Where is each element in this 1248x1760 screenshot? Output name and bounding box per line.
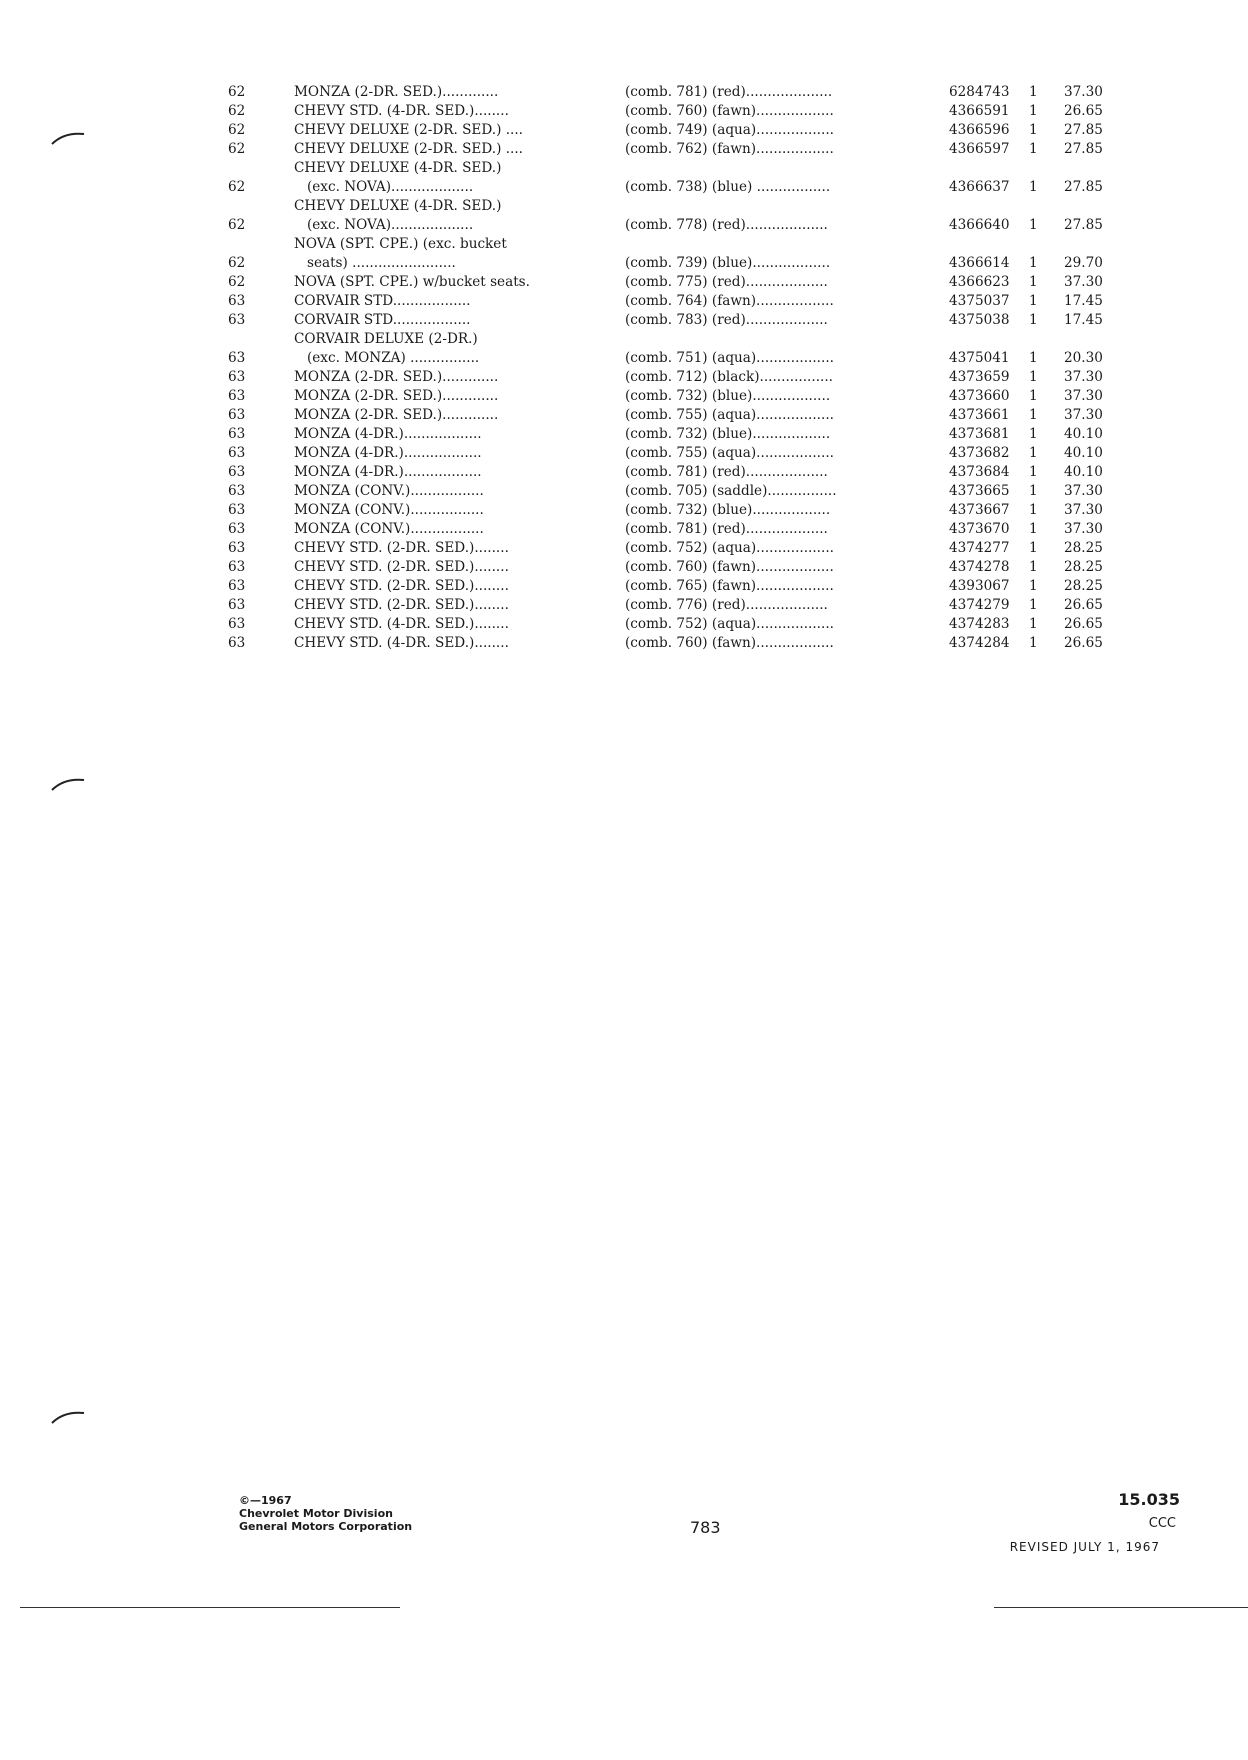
combination-cell: (comb. 732) (blue).................. <box>625 426 831 442</box>
table-row <box>228 615 1128 634</box>
quantity-cell: 1 <box>1029 578 1038 594</box>
part-number-cell: 4366614 <box>949 255 1010 271</box>
price-cell: 28.25 <box>1064 578 1103 594</box>
revised-date: REVISED JULY 1, 1967 <box>1009 1540 1160 1554</box>
year-cell: 63 <box>228 388 246 404</box>
part-number-cell: 4375041 <box>949 350 1010 366</box>
model-line: CHEVY STD. (4-DR. SED.)........ <box>294 635 509 651</box>
quantity-cell: 1 <box>1029 464 1038 480</box>
table-row <box>228 197 1128 235</box>
year-cell: 62 <box>228 141 246 157</box>
punch-mark-icon <box>50 128 86 148</box>
price-cell: 17.45 <box>1064 293 1103 309</box>
model-line: MONZA (4-DR.).................. <box>294 464 482 480</box>
price-cell: 27.85 <box>1064 141 1103 157</box>
quantity-cell: 1 <box>1029 388 1038 404</box>
part-number-cell: 4366640 <box>949 217 1010 233</box>
table-row <box>228 121 1128 140</box>
table-row <box>228 482 1128 501</box>
price-cell: 37.30 <box>1064 84 1103 100</box>
model-line: MONZA (2-DR. SED.)............. <box>294 369 499 385</box>
price-cell: 37.30 <box>1064 274 1103 290</box>
quantity-cell: 1 <box>1029 350 1038 366</box>
year-cell: 63 <box>228 616 246 632</box>
model-line: (exc. NOVA)................... <box>294 179 474 195</box>
model-line: CHEVY STD. (4-DR. SED.)........ <box>294 616 509 632</box>
price-cell: 26.65 <box>1064 597 1103 613</box>
part-number-cell: 4375037 <box>949 293 1010 309</box>
quantity-cell: 1 <box>1029 179 1038 195</box>
model-line: CORVAIR DELUXE (2-DR.) <box>294 331 478 347</box>
model-line: CHEVY STD. (4-DR. SED.)........ <box>294 103 509 119</box>
quantity-cell: 1 <box>1029 312 1038 328</box>
price-cell: 27.85 <box>1064 179 1103 195</box>
part-number-cell: 4366637 <box>949 179 1010 195</box>
part-number-cell: 4393067 <box>949 578 1010 594</box>
price-cell: 40.10 <box>1064 426 1103 442</box>
model-cell <box>294 83 625 102</box>
price-cell: 37.30 <box>1064 369 1103 385</box>
corporation-name: General Motors Corporation <box>239 1520 413 1533</box>
combination-cell: (comb. 752) (aqua).................. <box>625 540 834 556</box>
part-number-cell: 4373681 <box>949 426 1010 442</box>
table-row <box>228 596 1128 615</box>
part-number-cell: 4373667 <box>949 502 1010 518</box>
price-cell: 26.65 <box>1064 616 1103 632</box>
punch-mark-icon <box>50 774 86 794</box>
year-cell: 62 <box>228 274 246 290</box>
quantity-cell: 1 <box>1029 483 1038 499</box>
part-number-cell: 4374284 <box>949 635 1010 651</box>
year-cell: 62 <box>228 122 246 138</box>
combination-cell: (comb. 765) (fawn).................. <box>625 578 834 594</box>
quantity-cell: 1 <box>1029 122 1038 138</box>
year-cell: 62 <box>228 255 246 271</box>
parts-table <box>228 83 1128 653</box>
part-number-cell: 4366591 <box>949 103 1010 119</box>
year-cell: 63 <box>228 464 246 480</box>
model-line: NOVA (SPT. CPE.) (exc. bucket <box>294 236 507 252</box>
model-line: MONZA (CONV.)................. <box>294 521 484 537</box>
model-line: CORVAIR STD.................. <box>294 312 471 328</box>
footer-rule-right <box>994 1607 1248 1608</box>
table-row <box>228 558 1128 577</box>
model-line: CHEVY STD. (2-DR. SED.)........ <box>294 540 509 556</box>
year-cell: 62 <box>228 179 246 195</box>
year-cell: 63 <box>228 293 246 309</box>
model-cell <box>294 520 625 539</box>
year-cell: 62 <box>228 217 246 233</box>
quantity-cell: 1 <box>1029 84 1038 100</box>
price-cell: 37.30 <box>1064 521 1103 537</box>
quantity-cell: 1 <box>1029 502 1038 518</box>
quantity-cell: 1 <box>1029 103 1038 119</box>
year-cell: 63 <box>228 426 246 442</box>
punch-mark-icon <box>50 1407 86 1427</box>
combination-cell: (comb. 764) (fawn).................. <box>625 293 834 309</box>
part-number-cell: 4373659 <box>949 369 1010 385</box>
year-cell: 63 <box>228 445 246 461</box>
table-row <box>228 425 1128 444</box>
price-cell: 26.65 <box>1064 635 1103 651</box>
model-cell <box>294 330 625 368</box>
combination-cell: (comb. 738) (blue) ................. <box>625 179 831 195</box>
page-number: 783 <box>690 1518 721 1537</box>
year-cell: 63 <box>228 559 246 575</box>
model-cell <box>294 273 625 292</box>
quantity-cell: 1 <box>1029 445 1038 461</box>
model-line: MONZA (2-DR. SED.)............. <box>294 84 499 100</box>
part-number-cell: 4374283 <box>949 616 1010 632</box>
price-cell: 28.25 <box>1064 559 1103 575</box>
model-cell <box>294 368 625 387</box>
combination-cell: (comb. 775) (red)................... <box>625 274 828 290</box>
quantity-cell: 1 <box>1029 141 1038 157</box>
combination-cell: (comb. 732) (blue).................. <box>625 388 831 404</box>
combination-cell: (comb. 783) (red)................... <box>625 312 828 328</box>
price-cell: 37.30 <box>1064 388 1103 404</box>
model-cell <box>294 596 625 615</box>
copyright-year: ©—1967 <box>239 1494 292 1507</box>
year-cell: 62 <box>228 84 246 100</box>
price-cell: 40.10 <box>1064 445 1103 461</box>
year-cell: 63 <box>228 521 246 537</box>
part-number-cell: 4374278 <box>949 559 1010 575</box>
price-cell: 27.85 <box>1064 122 1103 138</box>
model-cell <box>294 235 625 273</box>
quantity-cell: 1 <box>1029 616 1038 632</box>
model-line: seats) ........................ <box>294 255 456 271</box>
price-cell: 20.30 <box>1064 350 1103 366</box>
model-cell <box>294 634 625 653</box>
model-cell <box>294 387 625 406</box>
model-line: CHEVY STD. (2-DR. SED.)........ <box>294 597 509 613</box>
combination-cell: (comb. 712) (black)................. <box>625 369 833 385</box>
model-line: CORVAIR STD.................. <box>294 293 471 309</box>
table-row <box>228 292 1128 311</box>
table-row <box>228 159 1128 197</box>
model-line: CHEVY DELUXE (2-DR. SED.) .... <box>294 122 523 138</box>
model-cell <box>294 463 625 482</box>
year-cell: 63 <box>228 312 246 328</box>
model-line: MONZA (2-DR. SED.)............. <box>294 407 499 423</box>
part-number-cell: 4374279 <box>949 597 1010 613</box>
combination-cell: (comb. 749) (aqua).................. <box>625 122 834 138</box>
quantity-cell: 1 <box>1029 369 1038 385</box>
section-code: CCC <box>1148 1516 1176 1531</box>
model-cell <box>294 425 625 444</box>
model-line: MONZA (2-DR. SED.)............. <box>294 388 499 404</box>
combination-cell: (comb. 752) (aqua).................. <box>625 616 834 632</box>
model-line: (exc. NOVA)................... <box>294 217 474 233</box>
model-cell <box>294 406 625 425</box>
quantity-cell: 1 <box>1029 597 1038 613</box>
quantity-cell: 1 <box>1029 540 1038 556</box>
table-row <box>228 273 1128 292</box>
combination-cell: (comb. 776) (red)................... <box>625 597 828 613</box>
combination-cell: (comb. 755) (aqua).................. <box>625 445 834 461</box>
year-cell: 63 <box>228 540 246 556</box>
table-row <box>228 102 1128 121</box>
model-cell <box>294 159 625 197</box>
combination-cell: (comb. 781) (red)................... <box>625 521 828 537</box>
price-cell: 29.70 <box>1064 255 1103 271</box>
model-line: CHEVY DELUXE (2-DR. SED.) .... <box>294 141 523 157</box>
table-row <box>228 330 1128 368</box>
model-cell <box>294 102 625 121</box>
price-cell: 28.25 <box>1064 540 1103 556</box>
table-row <box>228 140 1128 159</box>
quantity-cell: 1 <box>1029 274 1038 290</box>
table-row <box>228 501 1128 520</box>
model-cell <box>294 140 625 159</box>
combination-cell: (comb. 755) (aqua).................. <box>625 407 834 423</box>
model-cell <box>294 577 625 596</box>
year-cell: 63 <box>228 597 246 613</box>
model-cell <box>294 292 625 311</box>
table-row <box>228 368 1128 387</box>
division-name: Chevrolet Motor Division <box>239 1507 393 1520</box>
model-cell <box>294 121 625 140</box>
year-cell: 63 <box>228 369 246 385</box>
model-line: CHEVY STD. (2-DR. SED.)........ <box>294 578 509 594</box>
combination-cell: (comb. 751) (aqua).................. <box>625 350 834 366</box>
table-row <box>228 577 1128 596</box>
model-cell <box>294 482 625 501</box>
quantity-cell: 1 <box>1029 426 1038 442</box>
table-row <box>228 406 1128 425</box>
part-number-cell: 4373660 <box>949 388 1010 404</box>
model-line: MONZA (CONV.)................. <box>294 483 484 499</box>
table-row <box>228 634 1128 653</box>
combination-cell: (comb. 732) (blue).................. <box>625 502 831 518</box>
part-number-cell: 4375038 <box>949 312 1010 328</box>
combination-cell: (comb. 781) (red).................... <box>625 84 833 100</box>
model-line: NOVA (SPT. CPE.) w/bucket seats. <box>294 274 530 290</box>
price-cell: 37.30 <box>1064 483 1103 499</box>
combination-cell: (comb. 760) (fawn).................. <box>625 103 834 119</box>
year-cell: 63 <box>228 407 246 423</box>
part-number-cell: 4366596 <box>949 122 1010 138</box>
year-cell: 63 <box>228 635 246 651</box>
model-cell <box>294 615 625 634</box>
table-row <box>228 520 1128 539</box>
year-cell: 63 <box>228 350 246 366</box>
part-number-cell: 4373682 <box>949 445 1010 461</box>
part-number-cell: 4373665 <box>949 483 1010 499</box>
quantity-cell: 1 <box>1029 559 1038 575</box>
model-line: CHEVY STD. (2-DR. SED.)........ <box>294 559 509 575</box>
model-cell <box>294 444 625 463</box>
combination-cell: (comb. 705) (saddle)................ <box>625 483 837 499</box>
model-line: (exc. MONZA) ................ <box>294 350 480 366</box>
price-cell: 26.65 <box>1064 103 1103 119</box>
model-line: MONZA (4-DR.).................. <box>294 445 482 461</box>
model-cell <box>294 501 625 520</box>
price-cell: 17.45 <box>1064 312 1103 328</box>
quantity-cell: 1 <box>1029 407 1038 423</box>
year-cell: 63 <box>228 483 246 499</box>
combination-cell: (comb. 762) (fawn).................. <box>625 141 834 157</box>
combination-cell: (comb. 760) (fawn).................. <box>625 635 834 651</box>
part-number-cell: 4373684 <box>949 464 1010 480</box>
price-cell: 37.30 <box>1064 407 1103 423</box>
combination-cell: (comb. 781) (red)................... <box>625 464 828 480</box>
quantity-cell: 1 <box>1029 521 1038 537</box>
quantity-cell: 1 <box>1029 217 1038 233</box>
model-cell <box>294 311 625 330</box>
year-cell: 62 <box>228 103 246 119</box>
part-number-cell: 4374277 <box>949 540 1010 556</box>
price-cell: 37.30 <box>1064 502 1103 518</box>
year-cell: 63 <box>228 502 246 518</box>
year-cell: 63 <box>228 578 246 594</box>
model-line: CHEVY DELUXE (4-DR. SED.) <box>294 160 502 176</box>
part-number-cell: 4373670 <box>949 521 1010 537</box>
quantity-cell: 1 <box>1029 255 1038 271</box>
combination-cell: (comb. 778) (red)................... <box>625 217 828 233</box>
table-row <box>228 444 1128 463</box>
quantity-cell: 1 <box>1029 635 1038 651</box>
model-cell <box>294 558 625 577</box>
footer-rule-left <box>20 1607 400 1608</box>
price-cell: 40.10 <box>1064 464 1103 480</box>
part-number-cell: 4366597 <box>949 141 1010 157</box>
table-row <box>228 463 1128 482</box>
model-line: MONZA (4-DR.).................. <box>294 426 482 442</box>
table-row <box>228 235 1128 273</box>
table-row <box>228 539 1128 558</box>
quantity-cell: 1 <box>1029 293 1038 309</box>
model-cell <box>294 539 625 558</box>
model-line: CHEVY DELUXE (4-DR. SED.) <box>294 198 502 214</box>
price-cell: 27.85 <box>1064 217 1103 233</box>
part-number-cell: 4373661 <box>949 407 1010 423</box>
table-row <box>228 311 1128 330</box>
model-line: MONZA (CONV.)................. <box>294 502 484 518</box>
copyright-block <box>239 1494 412 1533</box>
part-number-cell: 4366623 <box>949 274 1010 290</box>
part-number-cell: 6284743 <box>949 84 1010 100</box>
table-row <box>228 83 1128 102</box>
table-row <box>228 387 1128 406</box>
combination-cell: (comb. 739) (blue).................. <box>625 255 831 271</box>
combination-cell: (comb. 760) (fawn).................. <box>625 559 834 575</box>
model-cell <box>294 197 625 235</box>
section-number: 15.035 <box>1118 1490 1180 1509</box>
